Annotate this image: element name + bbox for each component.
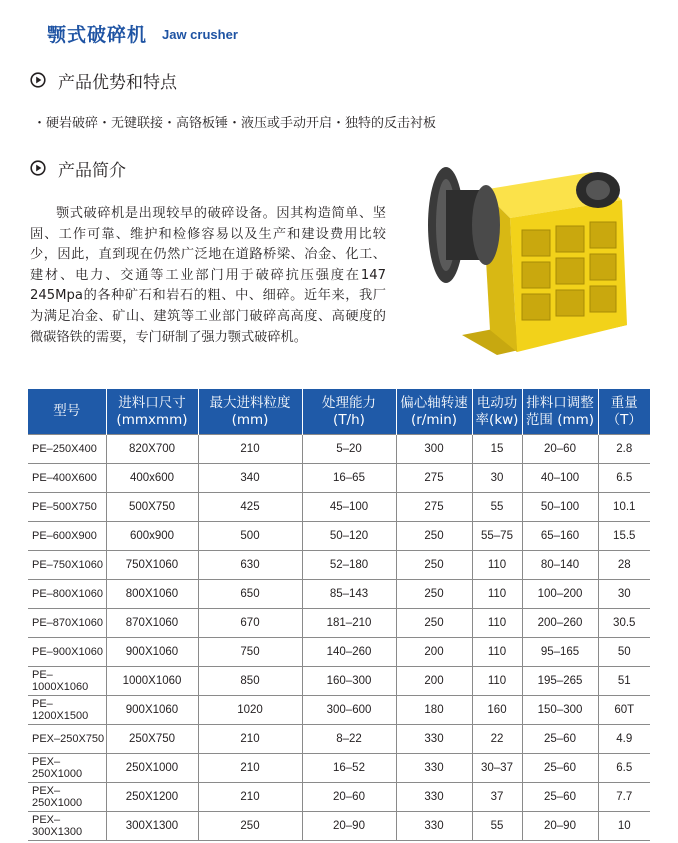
column-header-line: 偏心轴转速 — [400, 394, 468, 411]
table-cell: 30 — [472, 464, 522, 493]
table-cell: 340 — [198, 464, 302, 493]
model-cell: PE–400X600 — [28, 464, 106, 493]
table-row — [28, 783, 650, 812]
table-cell: 60T — [598, 696, 650, 725]
column-header-line: (mmxmm) — [116, 411, 188, 428]
table-cell: 110 — [472, 609, 522, 638]
table-cell: 80–140 — [522, 551, 598, 580]
table-cell: 900X1060 — [106, 696, 198, 725]
table-cell: 180 — [396, 696, 472, 725]
table-cell: 20–90 — [522, 812, 598, 841]
section-heading-intro — [30, 157, 126, 179]
column-header-line: 电动功 — [476, 394, 518, 411]
column-header — [198, 389, 302, 435]
page-title: 颚式破碎机 — [47, 24, 148, 46]
table-cell: 37 — [472, 783, 522, 812]
table-cell: 195–265 — [522, 667, 598, 696]
table-cell: 15 — [472, 435, 522, 464]
table-cell: 100–200 — [522, 580, 598, 609]
table-cell: 50–100 — [522, 493, 598, 522]
column-header — [28, 389, 106, 435]
table-cell: 300X1300 — [106, 812, 198, 841]
model-cell: PE–800X1060 — [28, 580, 106, 609]
table-cell: 210 — [198, 725, 302, 754]
table-cell: 25–60 — [522, 783, 598, 812]
table-cell: 7.7 — [598, 783, 650, 812]
model-cell: PE–750X1060 — [28, 551, 106, 580]
table-cell: 250X750 — [106, 725, 198, 754]
table-cell: 160 — [472, 696, 522, 725]
table-cell: 330 — [396, 754, 472, 783]
table-cell: 110 — [472, 667, 522, 696]
table-cell: 400x600 — [106, 464, 198, 493]
column-header-line: (mm) — [231, 411, 269, 428]
table-cell: 30–37 — [472, 754, 522, 783]
table-cell: 300–600 — [302, 696, 396, 725]
table-cell: 30 — [598, 580, 650, 609]
table-cell: 4.9 — [598, 725, 650, 754]
table-cell: 650 — [198, 580, 302, 609]
column-header — [396, 389, 472, 435]
model-cell: PE–500X750 — [28, 493, 106, 522]
table-cell: 750 — [198, 638, 302, 667]
table-cell: 275 — [396, 493, 472, 522]
column-header-line: (r/min) — [410, 411, 458, 428]
table-cell: 330 — [396, 725, 472, 754]
table-cell: 95–165 — [522, 638, 598, 667]
table-cell: 250X1000 — [106, 754, 198, 783]
section-title: 产品优势和特点 — [58, 72, 177, 93]
table-cell: 500 — [198, 522, 302, 551]
table-cell: 210 — [198, 754, 302, 783]
table-cell: 25–60 — [522, 754, 598, 783]
table-cell: 50–120 — [302, 522, 396, 551]
column-header-line: 重量 — [610, 394, 638, 411]
table-cell: 630 — [198, 551, 302, 580]
table-cell: 110 — [472, 580, 522, 609]
table-cell: 150–300 — [522, 696, 598, 725]
column-header-line: （T） — [606, 411, 642, 428]
model-cell: PEX–300X1300 — [28, 812, 106, 841]
table-cell: 6.5 — [598, 464, 650, 493]
section-heading-advantages — [30, 69, 177, 91]
table-cell: 52–180 — [302, 551, 396, 580]
model-cell: PE–1000X1060 — [28, 667, 106, 696]
play-circle-icon — [30, 160, 46, 176]
model-cell: PE–250X400 — [28, 435, 106, 464]
table-cell: 85–143 — [302, 580, 396, 609]
table-cell: 51 — [598, 667, 650, 696]
table-cell: 110 — [472, 638, 522, 667]
table-cell: 670 — [198, 609, 302, 638]
column-header-line: 最大进料粒度 — [209, 394, 291, 411]
table-cell: 8–22 — [302, 725, 396, 754]
table-row — [28, 435, 650, 464]
model-cell: PE–900X1060 — [28, 638, 106, 667]
table-cell: 500X750 — [106, 493, 198, 522]
column-header-line: 进料口尺寸 — [118, 394, 186, 411]
table-cell: 28 — [598, 551, 650, 580]
table-cell: 2.8 — [598, 435, 650, 464]
table-row — [28, 667, 650, 696]
table-cell: 750X1060 — [106, 551, 198, 580]
table-cell: 55–75 — [472, 522, 522, 551]
table-cell: 200 — [396, 667, 472, 696]
table-header — [28, 389, 650, 435]
table-cell: 20–60 — [302, 783, 396, 812]
column-header-line: (T/h) — [333, 411, 365, 428]
table-header-row — [28, 389, 650, 435]
table-cell: 250 — [396, 580, 472, 609]
table-cell: 210 — [198, 783, 302, 812]
table-cell: 22 — [472, 725, 522, 754]
table-cell: 275 — [396, 464, 472, 493]
table-cell: 5–20 — [302, 435, 396, 464]
table-cell: 16–65 — [302, 464, 396, 493]
table-cell: 10 — [598, 812, 650, 841]
page-title-english: Jaw crusher — [162, 27, 238, 42]
table-cell: 15.5 — [598, 522, 650, 551]
table-row — [28, 551, 650, 580]
table-cell: 16–52 — [302, 754, 396, 783]
column-header — [598, 389, 650, 435]
table-cell: 110 — [472, 551, 522, 580]
column-header — [106, 389, 198, 435]
table-cell: 1020 — [198, 696, 302, 725]
table-cell: 250 — [198, 812, 302, 841]
table-cell: 250 — [396, 522, 472, 551]
table-cell: 200 — [396, 638, 472, 667]
play-circle-icon — [30, 72, 46, 88]
table-cell: 200–260 — [522, 609, 598, 638]
column-header-line: 范围 (mm) — [525, 411, 595, 428]
table-row — [28, 754, 650, 783]
table-body — [28, 435, 650, 841]
table-cell: 160–300 — [302, 667, 396, 696]
table-cell: 900X1060 — [106, 638, 198, 667]
table-cell: 20–60 — [522, 435, 598, 464]
model-cell: PEX–250X1000 — [28, 783, 106, 812]
model-cell: PE–1200X1500 — [28, 696, 106, 725]
column-header-line: 率(kw) — [475, 411, 519, 428]
table-cell: 600x900 — [106, 522, 198, 551]
jaw-crusher-image — [422, 160, 632, 360]
table-cell: 1000X1060 — [106, 667, 198, 696]
table-row — [28, 580, 650, 609]
table-row — [28, 493, 650, 522]
column-header-line: 型号 — [53, 403, 81, 419]
table-cell: 50 — [598, 638, 650, 667]
column-header-line: 处理能力 — [322, 394, 376, 411]
table-cell: 250 — [396, 609, 472, 638]
column-header — [522, 389, 598, 435]
table-cell: 820X700 — [106, 435, 198, 464]
table-row — [28, 696, 650, 725]
table-cell: 55 — [472, 493, 522, 522]
table-row — [28, 464, 650, 493]
feature-list: ・硬岩破碎・无键联接・高铬板锤・液压或手动开启・独特的反击衬板 — [33, 116, 437, 131]
table-row — [28, 638, 650, 667]
column-header-line: 排料口调整 — [526, 394, 594, 411]
table-cell: 250 — [396, 551, 472, 580]
model-cell: PEX–250X750 — [28, 725, 106, 754]
section-title: 产品简介 — [58, 160, 126, 181]
table-cell: 210 — [198, 435, 302, 464]
table-cell: 300 — [396, 435, 472, 464]
table-cell: 45–100 — [302, 493, 396, 522]
table-cell: 20–90 — [302, 812, 396, 841]
intro-paragraph: 颚式破碎机是出现较早的破碎设备。因其构造简单、坚固、工作可靠、维护和检修容易以及生产和建设费用比较少，因此，直到现在仍然广泛地在道路桥梁、冶金、化工、建材、电力、交通等工业部门用于破碎抗压强度在147 245Mpa的各种矿石和岩石的粗、中、细碎。近年来，我厂为满足冶金、矿山、建筑等工业部门破碎高高度、高硬度的微碳铬铁的需要，专门研制了强力颚式破碎机。 — [30, 206, 386, 345]
table-cell: 140–260 — [302, 638, 396, 667]
model-cell: PEX–250X1000 — [28, 754, 106, 783]
table-cell: 425 — [198, 493, 302, 522]
table-row — [28, 522, 650, 551]
column-header — [302, 389, 396, 435]
table-cell: 55 — [472, 812, 522, 841]
table-row — [28, 812, 650, 841]
table-row — [28, 725, 650, 754]
table-cell: 30.5 — [598, 609, 650, 638]
table-cell: 25–60 — [522, 725, 598, 754]
spec-table — [28, 389, 650, 841]
table-cell: 250X1200 — [106, 783, 198, 812]
table-cell: 65–160 — [522, 522, 598, 551]
table-cell: 850 — [198, 667, 302, 696]
column-header — [472, 389, 522, 435]
model-cell: PE–870X1060 — [28, 609, 106, 638]
table-cell: 10.1 — [598, 493, 650, 522]
table-row — [28, 609, 650, 638]
table-cell: 330 — [396, 812, 472, 841]
table-cell: 40–100 — [522, 464, 598, 493]
table-cell: 800X1060 — [106, 580, 198, 609]
table-cell: 181–210 — [302, 609, 396, 638]
table-cell: 6.5 — [598, 754, 650, 783]
model-cell: PE–600X900 — [28, 522, 106, 551]
table-cell: 330 — [396, 783, 472, 812]
table-cell: 870X1060 — [106, 609, 198, 638]
